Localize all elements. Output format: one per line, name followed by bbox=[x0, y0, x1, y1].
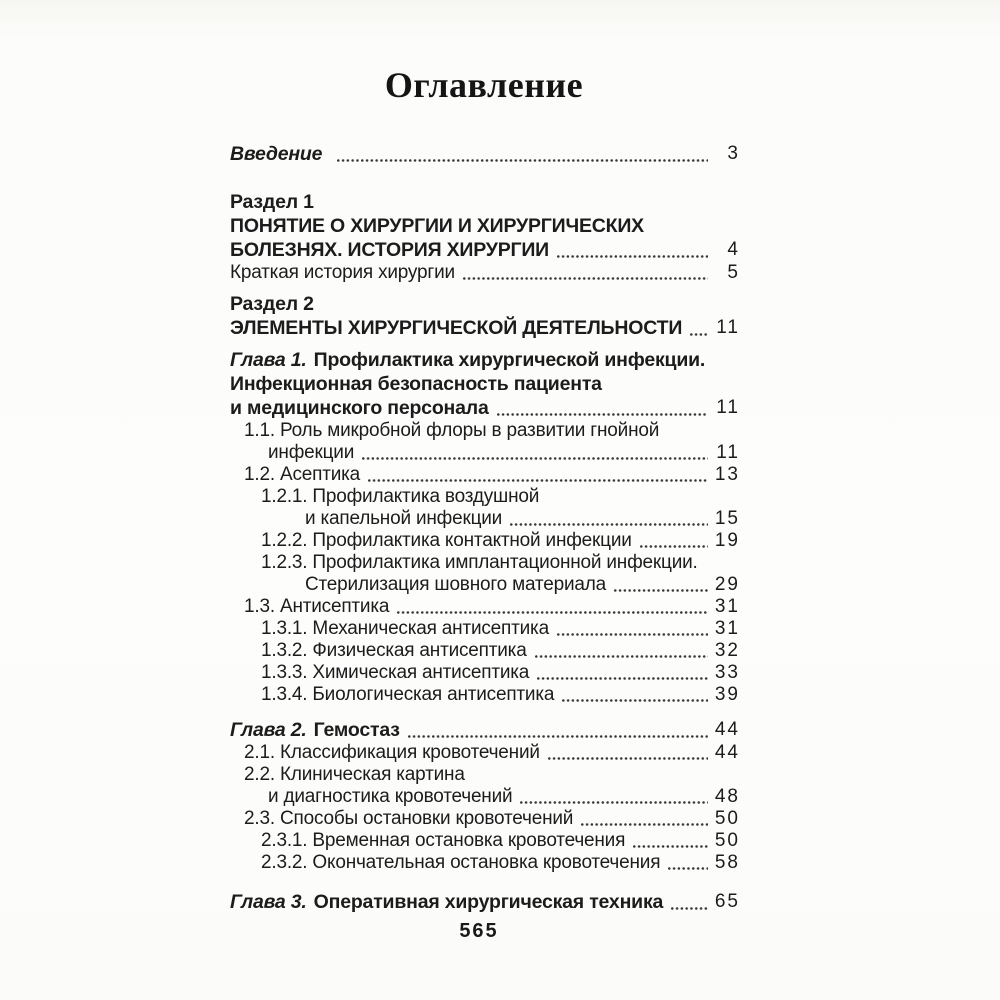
toc-page-number: 19 bbox=[714, 530, 740, 551]
toc-entry-line bbox=[230, 442, 738, 464]
toc-entry-line bbox=[230, 530, 738, 552]
toc-entry-text: 1.3.3. Химическая антисептика bbox=[261, 662, 530, 683]
page-content bbox=[230, 64, 738, 914]
toc-entry-text: 1.2.1. Профилактика воздушной bbox=[261, 486, 540, 507]
dot-leader bbox=[362, 457, 708, 460]
toc-page-number: 58 bbox=[714, 852, 740, 873]
toc-page-number: 33 bbox=[714, 662, 740, 683]
toc-entry-line bbox=[230, 786, 738, 808]
toc-entry-text: 1.3.2. Физическая антисептика bbox=[261, 640, 527, 661]
toc-entry-text: 1.3. Антисептика bbox=[244, 596, 390, 617]
toc-entry-text: ПОНЯТИЕ О ХИРУРГИИ И ХИРУРГИЧЕСКИХ bbox=[230, 215, 644, 237]
toc-entry-line bbox=[230, 190, 738, 214]
toc-entry-line bbox=[230, 464, 738, 486]
toc-entry-text: Краткая история хирургии bbox=[230, 262, 455, 283]
toc-entry-line bbox=[230, 292, 738, 316]
toc-entry-text: 1.1. Роль микробной флоры в развитии гнойной bbox=[244, 420, 660, 441]
toc-entry-text: Гемостаз bbox=[313, 719, 400, 741]
toc-entry-text: Оперативная хирургическая техника bbox=[313, 891, 664, 913]
dot-leader bbox=[640, 545, 708, 548]
dot-leader bbox=[557, 255, 708, 258]
toc-page-number: 4 bbox=[727, 239, 740, 260]
dot-leader bbox=[562, 699, 708, 702]
toc-entry-line bbox=[230, 808, 738, 830]
toc-page-number: 11 bbox=[716, 397, 740, 418]
toc-page-number: 13 bbox=[714, 464, 740, 485]
toc-entry-line bbox=[230, 852, 738, 874]
dot-leader bbox=[408, 735, 708, 738]
toc-entry-text: и капельной инфекции bbox=[305, 508, 503, 529]
toc-entry-text: Профилактика хирургической инфекции. bbox=[313, 349, 706, 371]
toc-entry-text: и диагностика кровотечений bbox=[268, 786, 513, 807]
toc-entry-text: 1.2.2. Профилактика контактной инфекции bbox=[261, 530, 632, 551]
dot-leader bbox=[633, 845, 708, 848]
toc-page-number: 39 bbox=[714, 684, 740, 705]
toc-page-number: 44 bbox=[714, 742, 740, 763]
page-number-footer: 565 bbox=[459, 920, 499, 942]
toc-entry-line bbox=[230, 574, 738, 596]
toc-entry-prefix: Глава 3. bbox=[230, 891, 307, 913]
toc-entry-line bbox=[230, 596, 738, 618]
toc-entry-text: 1.3.4. Биологическая антисептика bbox=[261, 684, 555, 705]
toc-page-number: 65 bbox=[714, 891, 740, 912]
toc-entry-text: 2.2. Клиническая картина bbox=[244, 764, 465, 785]
dot-leader bbox=[537, 677, 708, 680]
toc-entry-line bbox=[230, 718, 738, 742]
toc-entry-line bbox=[230, 316, 738, 340]
toc-list bbox=[230, 142, 738, 914]
toc-entry-text: инфекции bbox=[268, 442, 355, 463]
toc-page-number: 44 bbox=[714, 719, 740, 740]
dot-leader bbox=[671, 907, 708, 910]
toc-entry-line bbox=[230, 238, 738, 262]
toc-entry-line bbox=[230, 262, 738, 284]
toc-entry-text: Раздел 1 bbox=[230, 191, 314, 213]
dot-leader bbox=[548, 757, 708, 760]
toc-entry-line bbox=[230, 764, 738, 786]
toc-entry-line bbox=[230, 508, 738, 530]
toc-entry-text: 1.2. Асептика bbox=[244, 464, 361, 485]
dot-leader bbox=[614, 589, 708, 592]
toc-entry-text: БОЛЕЗНЯХ. ИСТОРИЯ ХИРУРГИИ bbox=[230, 239, 549, 261]
toc-entry-line bbox=[230, 830, 738, 852]
toc-entry-text: 2.3. Способы остановки кровотечений bbox=[244, 808, 574, 829]
toc-entry-text: и медицинского персонала bbox=[230, 397, 489, 419]
dot-leader bbox=[463, 277, 708, 280]
dot-leader bbox=[510, 523, 708, 526]
dot-leader bbox=[690, 333, 708, 336]
toc-page-number: 3 bbox=[727, 143, 740, 164]
toc-entry-line bbox=[230, 486, 738, 508]
toc-page-number: 11 bbox=[716, 317, 740, 338]
toc-entry-line bbox=[230, 662, 738, 684]
toc-entry-line bbox=[230, 396, 738, 420]
toc-entry-text: Инфекционная безопасность пациента bbox=[230, 373, 602, 395]
dot-leader bbox=[368, 479, 708, 482]
toc-entry-line bbox=[230, 142, 738, 166]
toc-page-number: 11 bbox=[716, 442, 740, 463]
toc-entry-prefix: Введение bbox=[230, 143, 323, 165]
dot-leader bbox=[557, 633, 708, 636]
toc-page-number: 31 bbox=[714, 618, 740, 639]
toc-entry-line bbox=[230, 618, 738, 640]
dot-leader bbox=[668, 867, 708, 870]
toc-entry-line bbox=[230, 420, 738, 442]
toc-entry-line bbox=[230, 640, 738, 662]
toc-entry-line bbox=[230, 214, 738, 238]
toc-entry-prefix: Глава 1. bbox=[230, 349, 307, 371]
toc-page-number: 15 bbox=[714, 508, 740, 529]
toc-page-number: 5 bbox=[727, 262, 740, 283]
toc-entry-text: Раздел 2 bbox=[230, 293, 314, 315]
toc-entry-text: 2.1. Классификация кровотечений bbox=[244, 742, 540, 763]
toc-page-number: 29 bbox=[714, 574, 740, 595]
dot-leader bbox=[520, 801, 708, 804]
toc-entry-line bbox=[230, 684, 738, 706]
dot-leader bbox=[497, 413, 708, 416]
toc-entry-text: 2.3.2. Окончательная остановка кровотечения bbox=[261, 852, 661, 873]
toc-page-number: 48 bbox=[714, 786, 740, 807]
page-title: Оглавление bbox=[384, 65, 584, 105]
toc-entry-line bbox=[230, 348, 738, 372]
dot-leader bbox=[581, 823, 708, 826]
toc-page-number: 50 bbox=[714, 808, 740, 829]
dot-leader bbox=[337, 159, 708, 162]
toc-entry-line bbox=[230, 372, 738, 396]
toc-page-number: 31 bbox=[714, 596, 740, 617]
toc-entry-text: Стерилизация шовного материала bbox=[305, 574, 606, 595]
toc-entry-prefix: Глава 2. bbox=[230, 719, 307, 741]
toc-entry-line bbox=[230, 890, 738, 914]
toc-entry-text: ЭЛЕМЕНТЫ ХИРУРГИЧЕСКОЙ ДЕЯТЕЛЬНОСТИ bbox=[230, 317, 683, 339]
toc-entry-text: 1.3.1. Механическая антисептика bbox=[261, 618, 549, 639]
toc-entry-text: 2.3.1. Временная остановка кровотечения bbox=[261, 830, 626, 851]
toc-entry-text: 1.2.3. Профилактика имплантационной инфекции. bbox=[261, 552, 698, 573]
toc-page-number: 50 bbox=[714, 830, 740, 851]
toc-page-number: 32 bbox=[714, 640, 740, 661]
dot-leader bbox=[397, 611, 708, 614]
toc-entry-line bbox=[230, 552, 738, 574]
toc-entry-line bbox=[230, 742, 738, 764]
dot-leader bbox=[535, 655, 708, 658]
